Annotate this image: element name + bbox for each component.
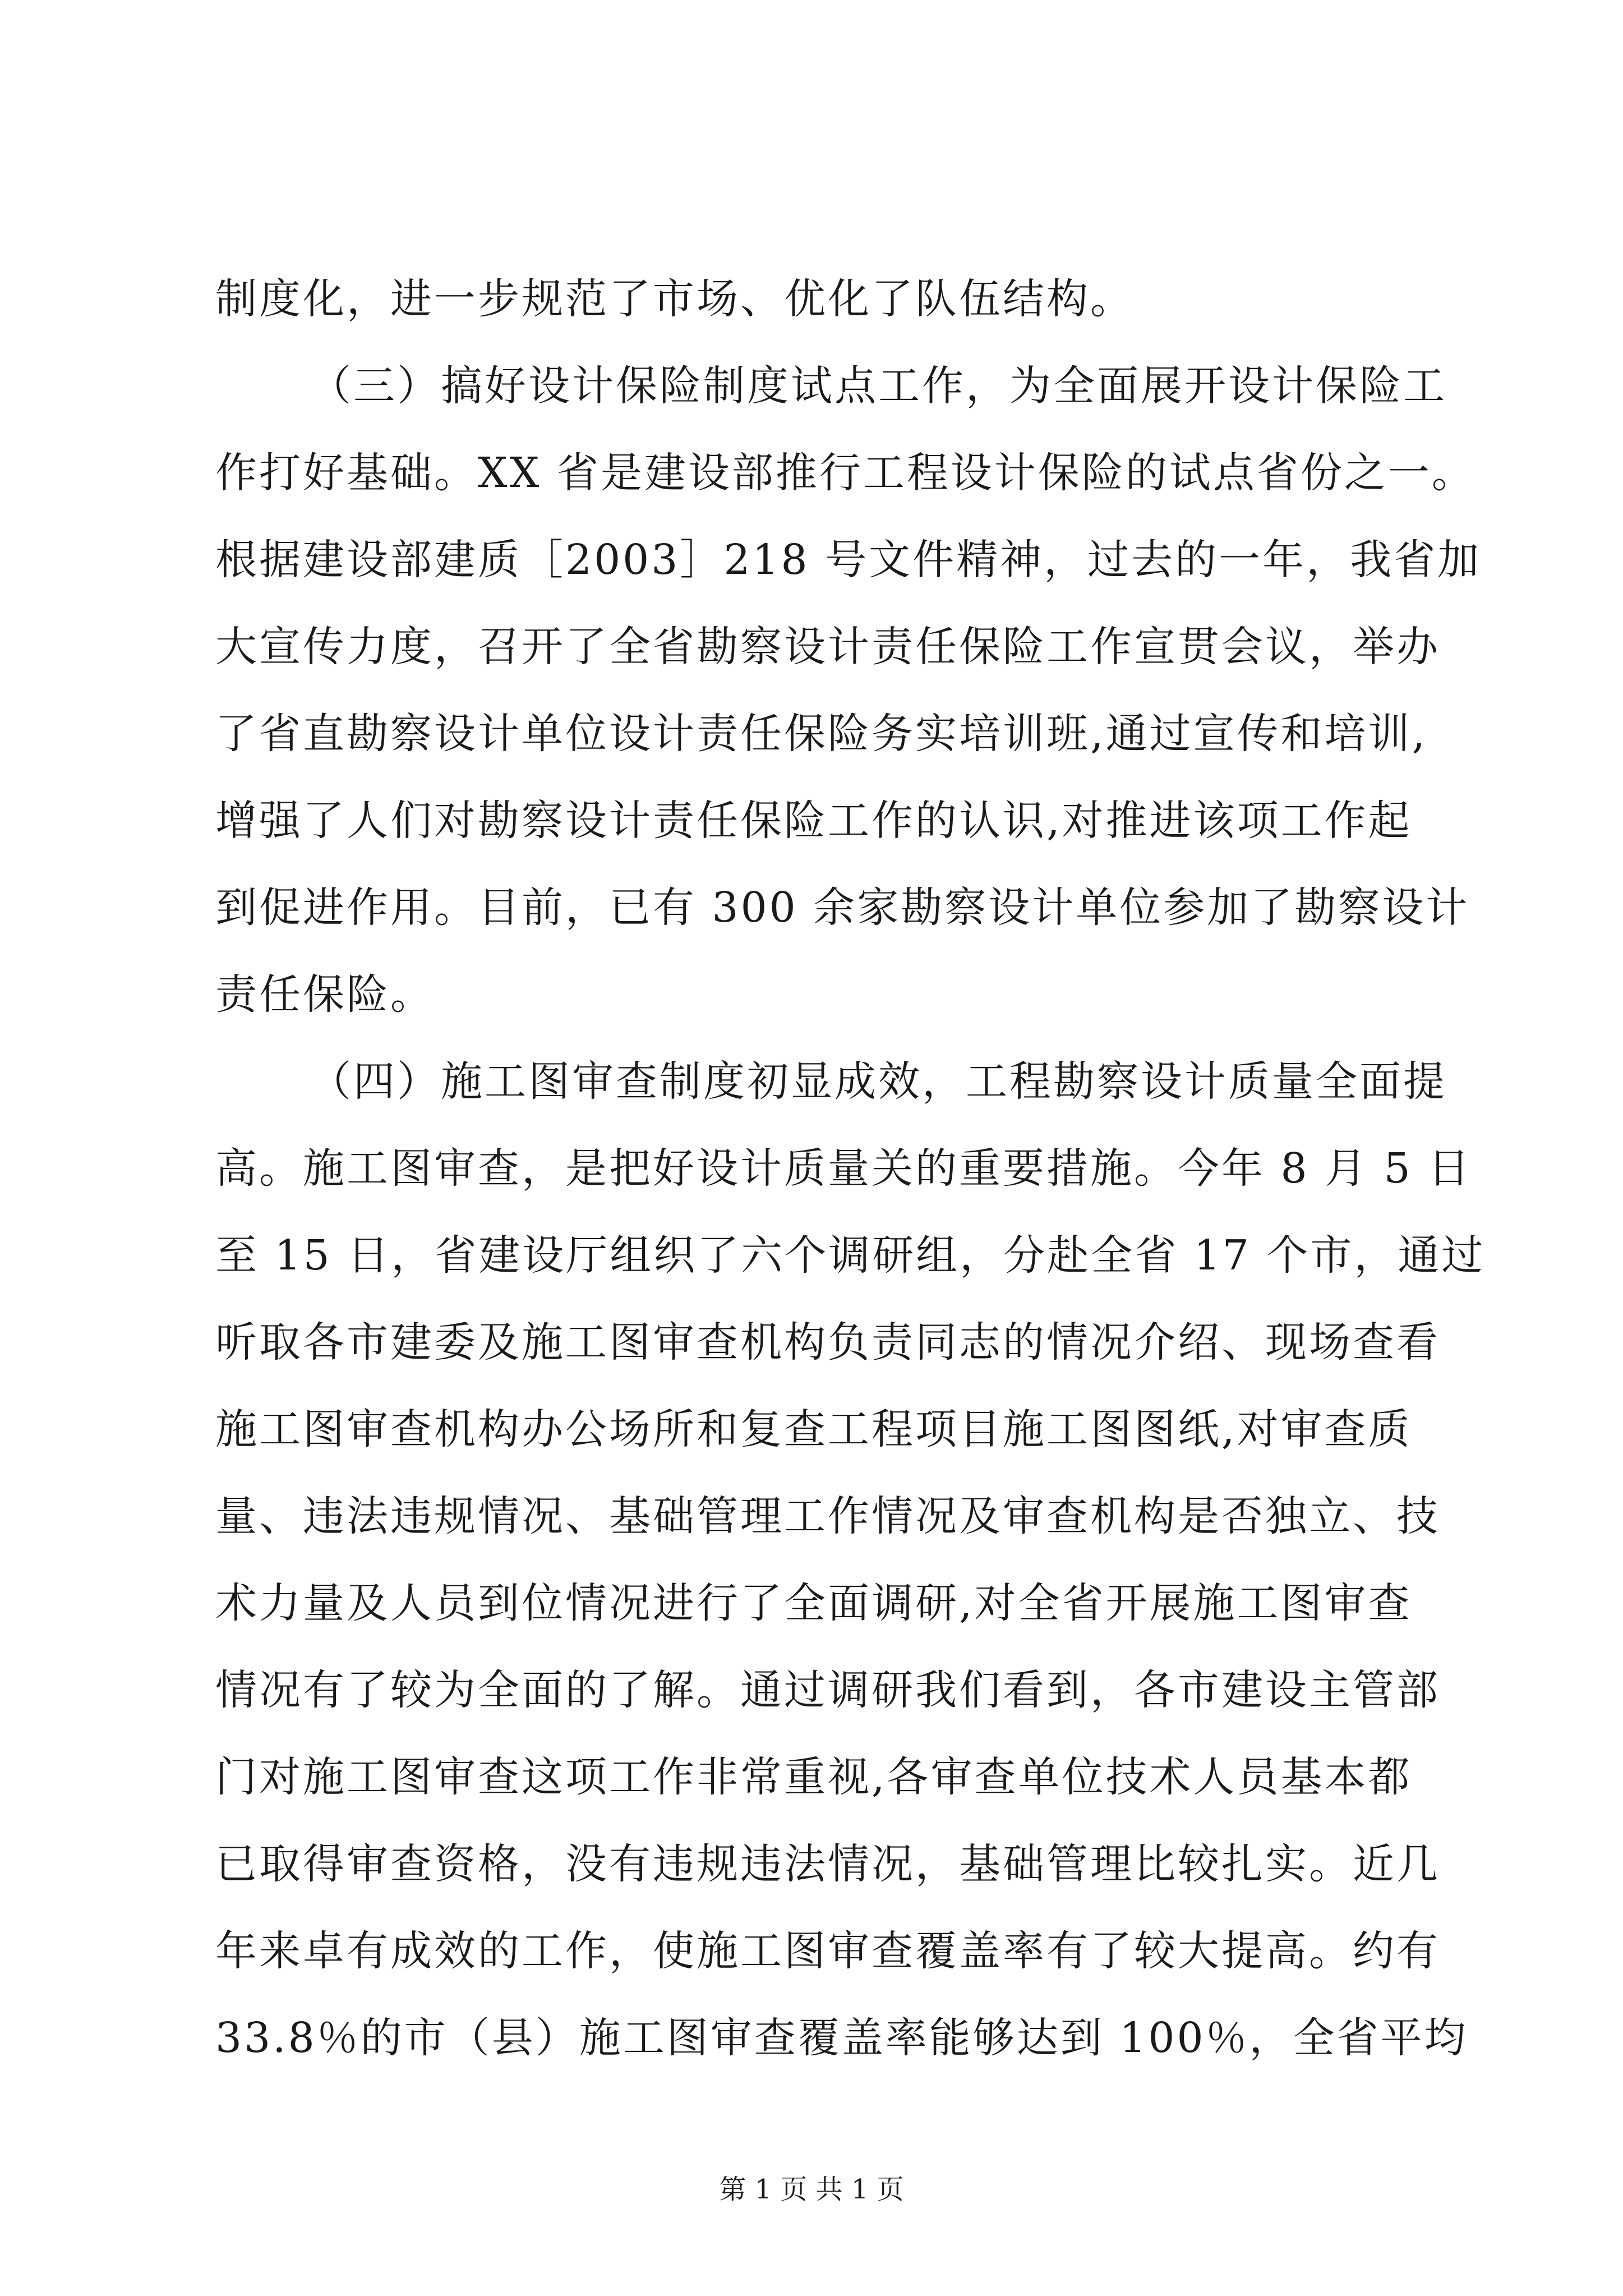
text-line: （四）施工图审查制度初显成效，工程勘察设计质量全面提	[310, 1057, 1447, 1106]
text-line: 33.8％的市（县）施工图审查覆盖率能够达到 100％，全省平均	[215, 2014, 1468, 2062]
text-line: 情况有了较为全面的了解。通过调研我们看到，各市建设主管部	[215, 1666, 1440, 1714]
text-line: 年来卓有成效的工作，使施工图审查覆盖率有了较大提高。约有	[215, 1927, 1440, 1975]
text-line: 制度化，进一步规范了市场、优化了队伍结构。	[215, 275, 1134, 323]
text-line: 增强了人们对勘察设计责任保险工作的认识,对推进该项工作起	[215, 797, 1412, 845]
text-line: 了省直勘察设计单位设计责任保险务实培训班,通过宣传和培训,	[215, 710, 1428, 758]
text-line: 高。施工图审查，是把好设计质量关的重要措施。今年 8 月 5 日	[215, 1144, 1472, 1193]
page-number-footer: 第 1 页 共 1 页	[719, 2174, 904, 2205]
text-line: 大宣传力度，召开了全省勘察设计责任保险工作宣贯会议，举办	[215, 623, 1440, 671]
text-line: 已取得审查资格，没有违规违法情况，基础管理比较扎实。近几	[215, 1840, 1440, 1888]
text-line: 量、违法违规情况、基础管理工作情况及审查机构是否独立、技	[215, 1492, 1440, 1540]
text-line: 作打好基础。XX 省是建设部推行工程设计保险的试点省份之一。	[215, 449, 1476, 497]
text-line: 至 15 日，省建设厅组织了六个调研组，分赴全省 17 个市，通过	[215, 1231, 1486, 1280]
text-line: 责任保险。	[215, 970, 434, 1019]
text-line: 到促进作用。目前，已有 300 余家勘察设计单位参加了勘察设计	[215, 884, 1470, 932]
text-line: （三）搞好设计保险制度试点工作，为全面展开设计保险工	[310, 362, 1447, 410]
text-line: 根据建设部建质［2003］218 号文件精神，过去的一年，我省加	[215, 536, 1482, 584]
text-line: 门对施工图审查这项工作非常重视,各审查单位技术人员基本都	[215, 1753, 1412, 1801]
text-line: 施工图审查机构办公场所和复查工程项目施工图图纸,对审查质	[215, 1405, 1412, 1453]
text-line: 术力量及人员到位情况进行了全面调研,对全省开展施工图审查	[215, 1579, 1412, 1627]
text-line: 听取各市建委及施工图审查机构负责同志的情况介绍、现场查看	[215, 1318, 1440, 1366]
